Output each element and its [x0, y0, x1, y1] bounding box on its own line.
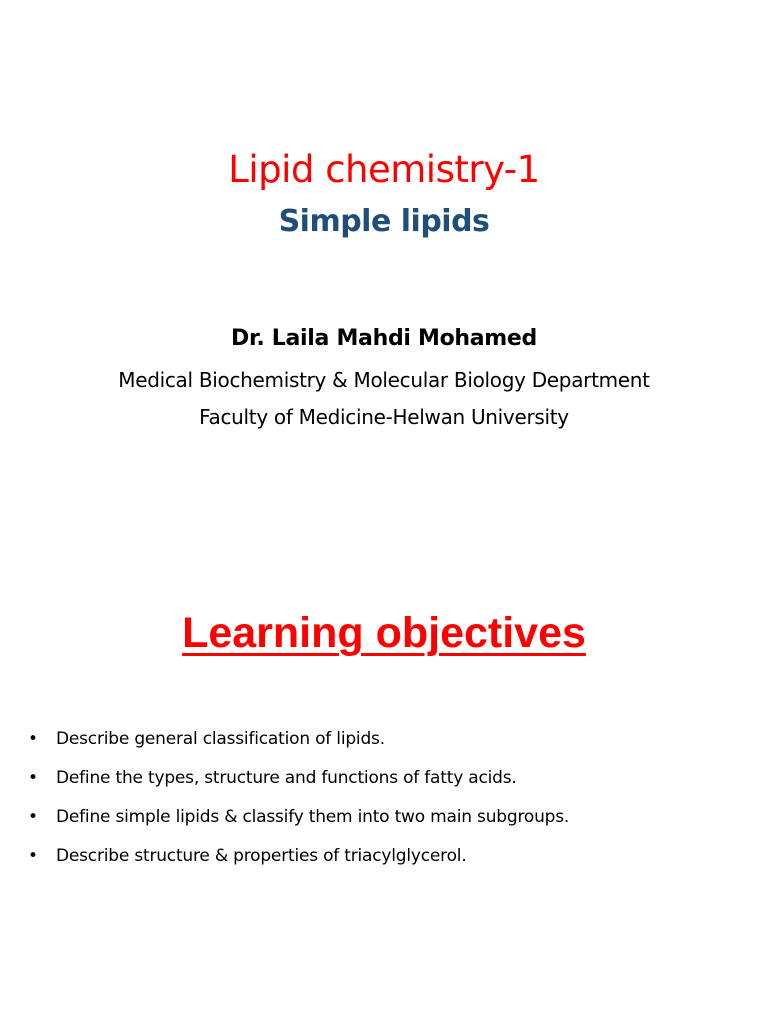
objective-text: Describe structure & properties of triacylglycerol.: [56, 846, 467, 866]
objectives-heading: Learning objectives: [182, 609, 586, 657]
objective-text: Describe general classification of lipids.: [56, 729, 385, 749]
objective-text: Define the types, structure and functions of fatty acids.: [56, 768, 517, 788]
bullet-icon: •: [28, 846, 38, 866]
author-name: Dr. Laila Mahdi Mohamed: [231, 326, 537, 351]
bullet-icon: •: [28, 729, 38, 749]
slide-subtitle: Simple lipids: [278, 204, 490, 239]
bullet-icon: •: [28, 768, 38, 788]
institution-name: Faculty of Medicine-Helwan University: [199, 405, 569, 429]
objective-text: Define simple lipids & classify them into two main subgroups.: [56, 807, 570, 827]
objectives-slide: [0, 545, 768, 1024]
bullet-icon: •: [28, 807, 38, 827]
department-name: Medical Biochemistry & Molecular Biology Department: [118, 368, 650, 392]
slide-title: Lipid chemistry-1: [228, 148, 540, 191]
